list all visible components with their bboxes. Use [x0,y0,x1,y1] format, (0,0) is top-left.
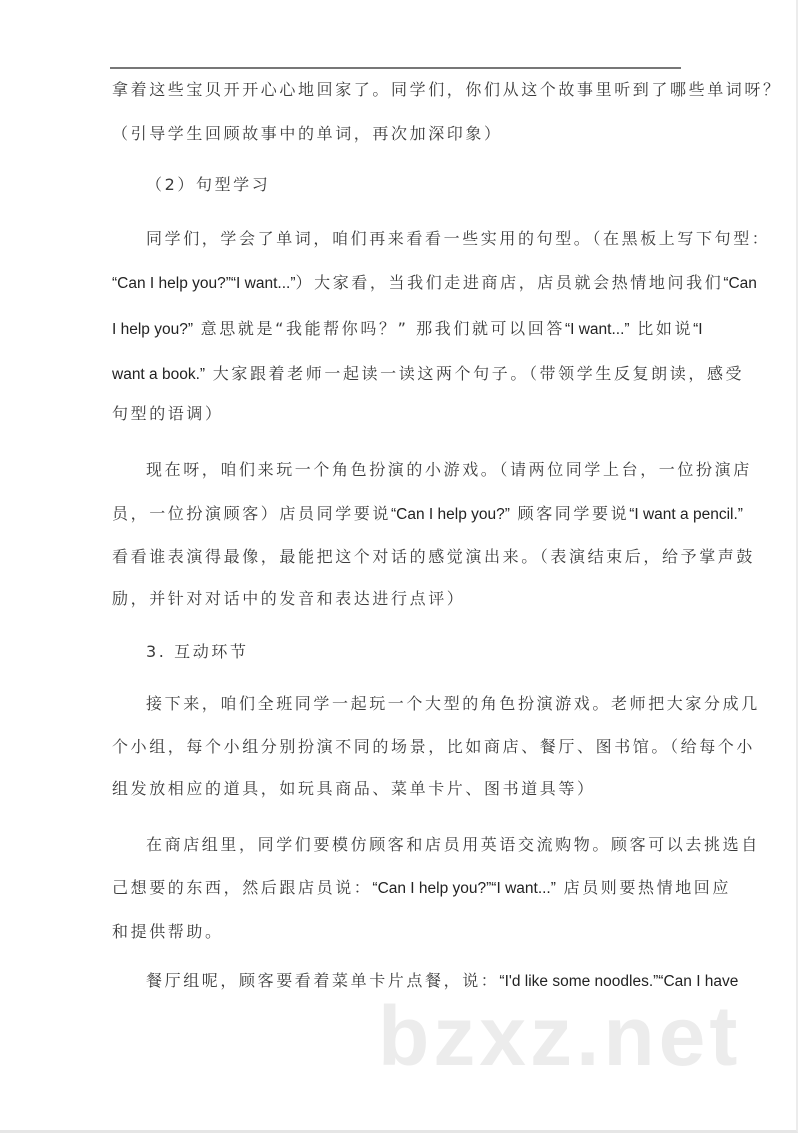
chinese-text: 餐厅组呢，顾客要看着菜单卡片点餐，说： [146,971,500,990]
english-phrase: “Can I help you?”“I want...” [372,880,556,897]
english-phrase: “Can [723,275,757,292]
text-line [146,175,270,195]
header-rule [110,67,681,69]
chinese-text: 句型的语调） [112,404,224,423]
chinese-text: 己想要的东西，然后跟店员说： [112,878,373,897]
text-line [112,273,757,294]
text-line [112,737,755,757]
text-line [112,779,596,799]
chinese-text: 和提供帮助。 [112,922,224,941]
chinese-text: 个小组，每个小组分别扮演不同的场景，比如商店、餐厅、图书馆。（给每个小 [112,737,756,756]
chinese-text: 大家跟着老师一起读一读这两个句子。（带领学生反复朗读，感受 [205,364,745,383]
english-phrase: want a book.” [112,366,206,383]
chinese-text: （2）句型学习 [146,175,271,194]
text-line [112,878,731,899]
chinese-text: ）大家看，当我们走进商店，店员就会热情地问我们 [295,273,724,292]
text-line [112,589,465,609]
chinese-text: 同学们，学会了单词，咱们再来看看一些实用的句型。（在黑板上写下句型： [146,229,771,248]
chinese-text: 组发放相应的道具，如玩具商品、菜单卡片、图书道具等） [112,779,596,798]
english-phrase: “Can I help you?” [391,506,510,523]
chinese-text: 店员则要热情地回应 [555,878,731,897]
text-line [112,922,224,942]
text-line [112,124,503,144]
text-line [146,229,770,249]
chinese-text: 拿着这些宝贝开开心心地回家了。同学们，你们从这个故事里听到了哪些单词呀？ [112,80,782,99]
chinese-text: 看看谁表演得最像，最能把这个对话的感觉演出来。（表演结束后，给予掌声鼓 [112,547,756,566]
english-phrase: “Can I help you?”“I want...” [112,275,296,292]
english-phrase: I help you?” [112,321,193,338]
chinese-text: 员，一位扮演顾客）店员同学要说 [112,504,392,523]
english-phrase: “I want a pencil.” [629,506,743,523]
text-line [112,504,743,525]
chinese-text: （引导学生回顾故事中的单词，再次加深印象） [112,124,503,143]
english-phrase: “I want...” [564,321,630,338]
text-line [112,547,755,567]
chinese-text: 比如说 [629,319,694,338]
chinese-text: 3. 互动环节 [146,642,249,661]
watermark: bzxz.net [378,989,742,1083]
chinese-text: 顾客同学要说 [509,504,630,523]
english-phrase: “I [693,321,703,338]
text-line [112,80,782,100]
english-phrase: “I'd like some noodles.”“Can I have [499,973,739,990]
text-line [146,642,249,662]
chinese-text: 现在呀，咱们来玩一个角色扮演的小游戏。（请两位同学上台，一位扮演店 [146,460,752,479]
text-line [112,404,224,424]
chinese-text: 在商店组里，同学们要模仿顾客和店员用英语交流购物。顾客可以去挑选自 [146,835,760,854]
text-line [112,319,703,340]
text-line [112,364,744,385]
chinese-text: 接下来，咱们全班同学一起玩一个大型的角色扮演游戏。老师把大家分成几 [146,694,760,713]
text-line [146,835,760,855]
chinese-text: 意思就是“我能帮你吗？” 那我们就可以回答 [193,319,565,338]
text-line [146,460,752,480]
text-line [146,694,760,714]
chinese-text: 励，并针对对话中的发音和表达进行点评） [112,589,466,608]
